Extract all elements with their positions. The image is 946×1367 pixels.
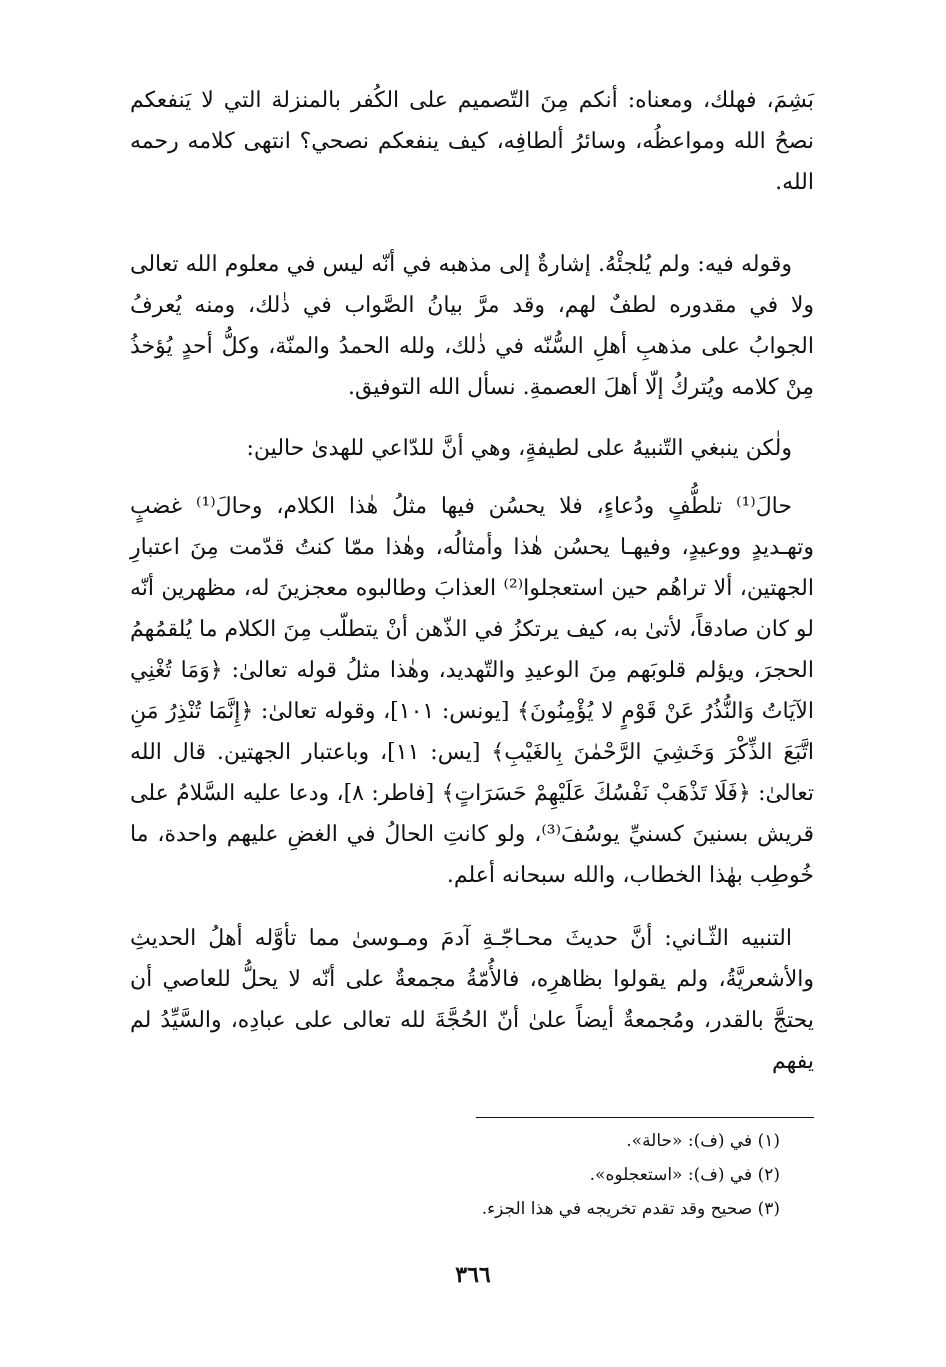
footnotes — [482, 1124, 780, 1226]
footnote-2: (٢) في (ف): «استعجلوه». — [589, 1165, 780, 1185]
page-number: ٣٦٦ — [455, 1262, 491, 1288]
main-text — [130, 80, 814, 1082]
footnote-3: (٣) صحيح وقد تقدم تخريجه في هذا الجزء. — [481, 1199, 780, 1219]
footnote-divider — [476, 1117, 814, 1118]
footnote-1: (١) في (ف): «حالة». — [626, 1131, 780, 1151]
paragraph-1: بَشِمَ، فهلك، ومعناه: أنكم مِنَ التّصميم على الكُفر بالمنزلة التي لا يَنفعكم نصحُ الله ومواعظُه، وسائرُ ألطافِه، كيف ينفعكم نصحي؟ انتهى كلامه رحمه الله. — [130, 88, 814, 195]
paragraph-2: وقوله فيه: ولم يُلجئْهُ. إشارةٌ إلى مذهبه في أنّه ليس في معلوم الله تعالى ولا في مقدوره لطفٌ لهم، وقد مرَّ بيانُ الصَّواب في ذٰلك، ومنه يُعرفُ الجوابُ على مذهبِ أهلِ السُّنّه في ذٰلك، ولله الحمدُ والمنّة، وكلُّ أحدٍ يُؤخذُ مِنْ كلامه ويُتركُ إلّا أهلَ العصمةِ. نسأل الله التوفيق. — [130, 252, 814, 400]
paragraph-5: التنبيه الثّـاني: أنَّ حديثَ محـاجّـةِ آدمَ ومـوسىٰ مما تأوَّله أهلُ الحديثِ والأشعريَّةُ، ولم يقولوا بظاهرِه، فالأُمّةُ مجمعةٌ على أنّه لا يحلُّ للعاصي أن يحتجَّ بالقدر، ومُجمعةٌ أيضاً علىٰ أنّ الحُجَّةَ لله تعالى على عبادِه، والسَّيِّدُ لم يفهم — [130, 926, 814, 1074]
paragraph-4: حالَ⁽¹⁾ تلطُّفٍ ودُعاءٍ، فلا يحسُن فيها مثلُ هٰذا الكلام، وحالَ⁽¹⁾ غضبٍ وتهـديدٍ ووعيدٍ، وفيهـا يحسُن هٰذا وأمثالُه، وهٰذا ممّا كنتُ قدّمت مِنَ اعتبارِ الجهتين، ألا تراهُم حين استعجلوا⁽²⁾ العذابَ وطالبوه معجزينَ له، مظهرين أنّه لو كان صادقاً، لأتىٰ به، كيف يرتكزُ في الذّهن أنْ يتطلّب مِنَ الكلام ما يُلقمُهمُ الحجرَ، ويؤلم قلوبَهم مِنَ الوعيدِ والتّهديد، وهٰذا مثلُ قوله تعالىٰ: ﴿وَمَا تُغْنِي الآيَاتُ وَالنُّذُرُ عَنْ قَوْمٍ لا يُؤْمِنُونَ﴾ [يونس: ١٠١]، وقوله تعالىٰ: ﴿إِنَّمَا تُنْذِرُ مَنِ اتَّبَعَ الذِّكْرَ وَخَشِيَ الرَّحْمٰنَ بِالغَيْبِ﴾ [يس: ١١]، وباعتبار الجهتين. قال الله تعالىٰ: ﴿فَلَا تَذْهَبْ نَفْسُكَ عَلَيْهِمْ حَسَرَاتٍ﴾ [فاطر: ٨]، ودعا عليه السَّلامُ على قريش بسنينَ كسنيِّ يوسُفَ⁽³⁾، ولو كانتِ الحالُ في الغضِ عليهم واحدة، ما خُوطِب بهٰذا الخطاب، والله سبحانه أعلم. — [130, 494, 814, 888]
paragraph-3: ولٰكن ينبغي التّنبيهُ على لطيفةٍ، وهي أنَّ للدّاعي للهدىٰ حالين: — [246, 436, 792, 461]
